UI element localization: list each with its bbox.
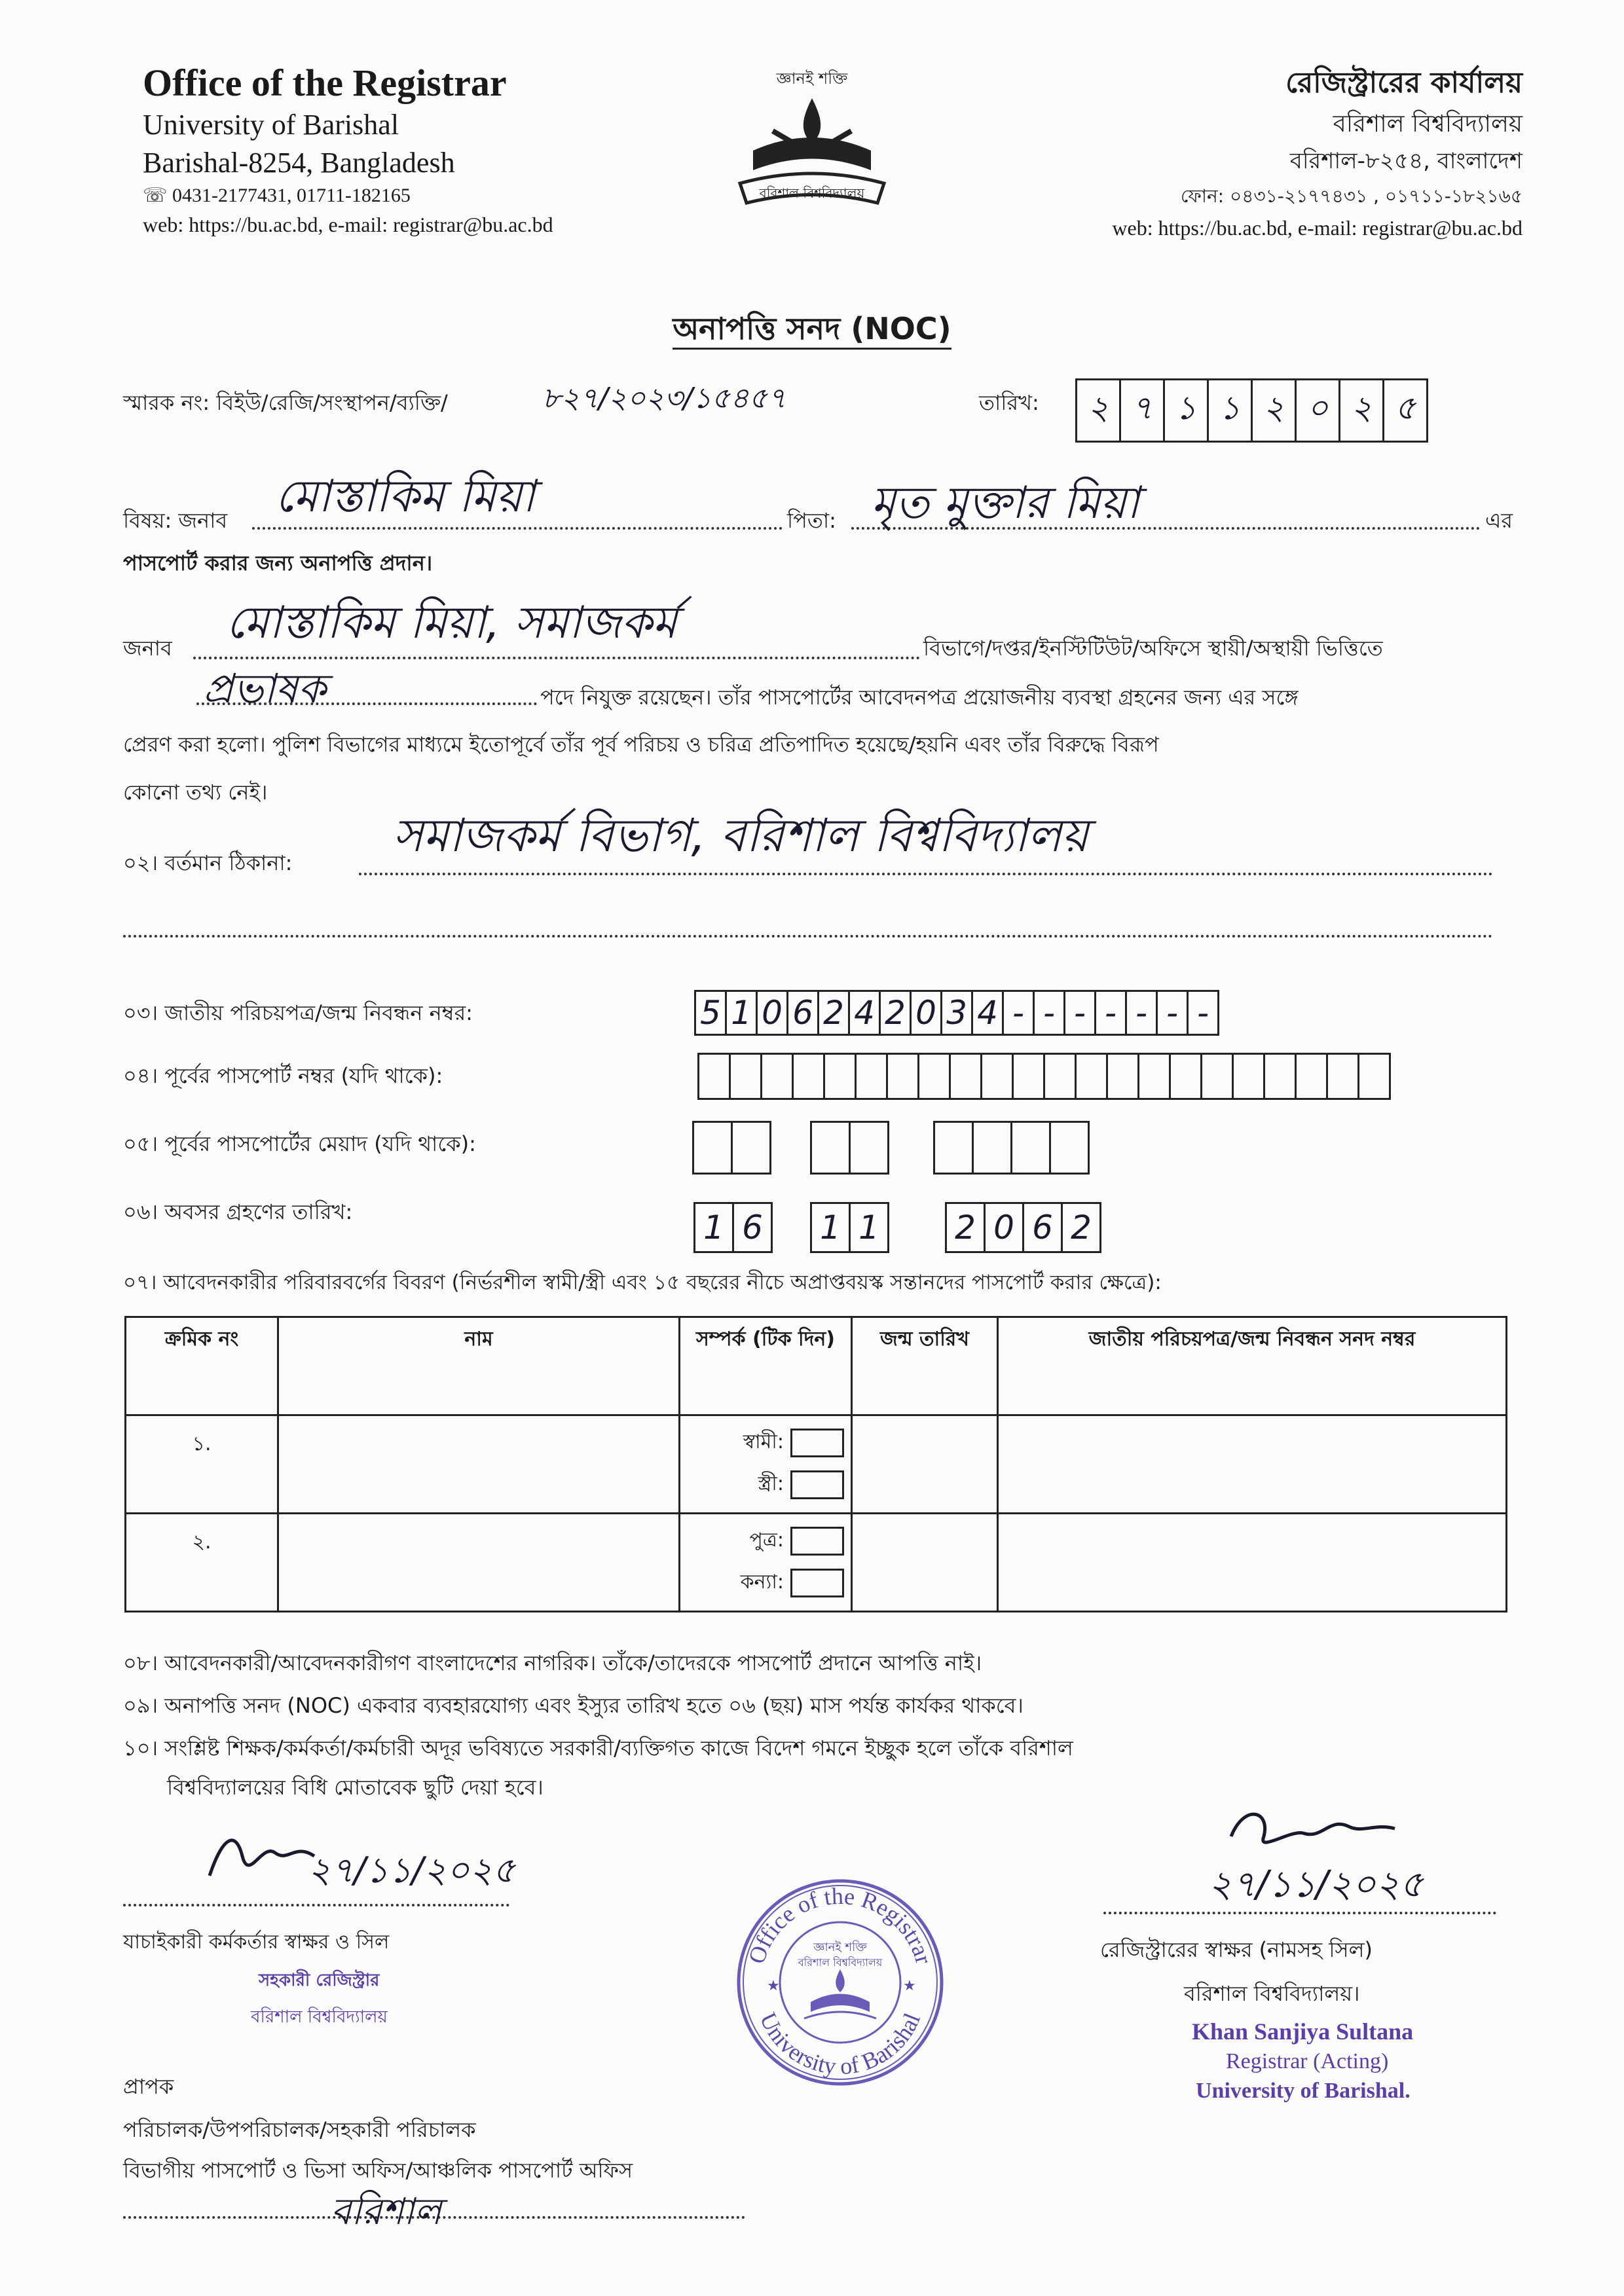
nid-digit: 0 — [756, 990, 788, 1036]
phone-en: 0431-2177431, 01711-182165 — [172, 185, 411, 206]
col-relation: সম্পর্ক (টিক দিন) — [680, 1317, 852, 1415]
date-digit: ১ — [1163, 378, 1209, 443]
recipient-label: প্রাপক — [123, 2074, 174, 2099]
verifier-stamp-title: সহকারী রেজিস্ট্রার — [259, 1971, 380, 1990]
col-name: নাম — [278, 1317, 680, 1415]
nid-digit: 2 — [817, 990, 850, 1036]
para1-rest1: পদে নিযুক্ত রয়েছেন। তাঁর পাসপোর্টের আবেদনপত্র প্রয়োজনীয় ব্যবস্থা গ্রহনের জন্য এর সঙ্গে — [540, 685, 1299, 710]
registrar-sign-org: বরিশাল বিশ্ববিদ্যালয়। — [1184, 1981, 1360, 2006]
registrar-office-seal — [735, 1878, 945, 2087]
verifier-stamp-org: বরিশাল বিশ্ববিদ্যালয় — [251, 2007, 388, 2027]
nid-digit: - — [1187, 990, 1219, 1036]
memo-number-handwritten: ৮২৭/২০২৩/১৫৪৫৭ — [542, 382, 786, 415]
nid-digit: - — [1156, 990, 1189, 1036]
svg-text:University of Barishal — [755, 2009, 926, 2079]
family-table — [124, 1316, 1507, 1613]
seal-motto: জ্ঞানই শক্তি — [813, 1941, 867, 1954]
relation-label: স্বামী: — [743, 1430, 784, 1453]
registrar-sign-date: ২৭/১১/২০২৫ — [1208, 1863, 1424, 1906]
web-email-en: web: https://bu.ac.bd, e-mail: registrar@bu.ac.bd — [143, 213, 553, 236]
memo-number-label: স্মারক নং: বিইউ/রেজি/সংস্থাপন/ব্যক্তি/ — [123, 390, 448, 415]
validity-month-boxes — [812, 1121, 889, 1175]
wife-checkbox[interactable] — [790, 1470, 844, 1499]
nid-digit: - — [1094, 990, 1127, 1036]
verifier-sign-date: ২৭/১১/২০২৫ — [308, 1850, 516, 1891]
logo-motto: জ্ঞানই শক্তি — [776, 69, 848, 88]
registrar-university: University of Barishal. — [1196, 2079, 1411, 2103]
row-serial: ২. — [126, 1514, 278, 1612]
signature-scribble-icon — [1218, 1791, 1414, 1863]
nid-digit: - — [1002, 990, 1035, 1036]
subject-label: বিষয়: জনাব — [123, 508, 228, 533]
registrar-signature — [1218, 1791, 1414, 1865]
husband-checkbox[interactable] — [790, 1429, 844, 1457]
col-serial: ক্রমিক নং — [126, 1317, 278, 1415]
recipient-line2: বিভাগীয় পাসপোর্ট ও ভিসা অফিস/আঞ্চলিক পাসপোর্ট অফিস — [123, 2158, 633, 2183]
retirement-day-boxes: 1 6 — [695, 1202, 773, 1253]
date-digit: ৫ — [1382, 378, 1428, 443]
item08-text: ০৮। আবেদনকারী/আবেদনকারীগণ বাংলাদেশের নাগরিক। তাঁকে/তাদেরকে পাসপোর্ট প্রদানে আপত্তি নাই। — [123, 1650, 982, 1675]
para1-prefix: জনাব — [123, 636, 172, 661]
para1-rest2: প্রেরণ করা হলো। পুলিশ বিভাগের মাধ্যমে ইতোপূর্বে তাঁর পূর্ব পরিচয় ও চরিত্র প্রতিপাদিত হয়েছে/হয়নি এবং তাঁর বিরুদ্ধে বিরূপ — [123, 732, 1159, 757]
nid-digit: - — [1063, 990, 1096, 1036]
para1-rest3: কোনো তথ্য নেই। — [123, 780, 268, 805]
nid-digit: 0 — [910, 990, 942, 1036]
son-checkbox[interactable] — [790, 1527, 844, 1556]
applicant-name-department: মোস্তাকিম মিয়া, সমাজকর্ম — [226, 597, 677, 649]
header-left — [143, 60, 667, 240]
present-address-value: সমাজকর্ম বিভাগ, বরিশাল বিশ্ববিদ্যালয় — [393, 809, 1089, 862]
relation-label: পুত্র: — [749, 1529, 784, 1552]
table-row — [126, 1415, 1507, 1514]
date-digit: ২ — [1075, 378, 1121, 443]
para1-mid: বিভাগে/দপ্তর/ইনস্টিটিউট/অফিসে স্থায়ী/অস্থায়ী ভিত্তিতে — [923, 636, 1383, 661]
row-serial: ১. — [126, 1415, 278, 1514]
seal-bottom-text: University of Barishal — [754, 2008, 926, 2080]
recipient-line1: পরিচালক/উপপরিচালক/সহকারী পরিচালক — [123, 2117, 476, 2142]
retirement-month-boxes: 1 1 — [812, 1202, 889, 1253]
nid-boxes — [696, 990, 1219, 1036]
relation-label: কন্যা: — [740, 1571, 784, 1594]
verifier-sign-label: যাচাইকারী কর্মকর্তার স্বাক্ষর ও সিল — [123, 1931, 390, 1954]
subject-name: মোস্তাকিম মিয়া — [275, 471, 536, 522]
issue-date-boxes — [1077, 378, 1428, 443]
col-nid: জাতীয় পরিচয়পত্র/জন্ম নিবন্ধন সনদ নম্বর — [998, 1317, 1507, 1415]
nid-digit: - — [1033, 990, 1065, 1036]
logo-icon — [714, 59, 910, 216]
nid-digit: 3 — [940, 990, 973, 1036]
item10-text-b: বিশ্ববিদ্যালয়ের বিধি মোতাবেক ছুটি দেয়া হবে। — [167, 1775, 544, 1800]
document-title: অনাপত্তি সনদ (NOC) — [0, 306, 1624, 356]
item09-text: ০৯। অনাপত্তি সনদ (NOC) একবার ব্যবহারযোগ্য এবং ইস্যুর তারিখ হতে ০৬ (ছয়) মাস পর্যন্ত কার্যকর থাকবে। — [123, 1693, 1024, 1718]
nid-digit: 4 — [971, 990, 1004, 1036]
university-name-bn: বরিশাল বিশ্ববিদ্যালয় — [1333, 111, 1522, 137]
date-digit: ২ — [1251, 378, 1297, 443]
logo-ribbon-text: বরিশাল বিশ্ববিদ্যালয় — [759, 185, 865, 201]
svg-text:★: ★ — [903, 1978, 916, 1994]
subject-line2: পাসপোর্ট করার জন্য অনাপত্তি প্রদান। — [123, 551, 433, 575]
registrar-title: Registrar (Acting) — [1226, 2049, 1389, 2073]
seal-icon — [735, 1878, 945, 2087]
date-digit: ১ — [1207, 378, 1253, 443]
nid-digit: 2 — [879, 990, 912, 1036]
registrar-sign-label: রেজিস্ট্রারের স্বাক্ষর (নামসহ সিল) — [1100, 1937, 1373, 1962]
daughter-checkbox[interactable] — [790, 1569, 844, 1597]
seal-top-text: Office of the Registrar — [743, 1882, 938, 1967]
retirement-year-boxes: 2 0 6 2 — [947, 1202, 1101, 1253]
web-email-bn: web: https://bu.ac.bd, e-mail: registrar@bu.ac.bd — [1112, 216, 1522, 240]
father-name: মৃত মুক্তার মিয়া — [871, 477, 1139, 529]
table-row — [126, 1514, 1507, 1612]
validity-day-boxes — [694, 1121, 771, 1175]
svg-text:Office of the Registrar — [743, 1883, 937, 1967]
date-digit: ৭ — [1119, 378, 1165, 443]
date-digit: ০ — [1295, 378, 1340, 443]
office-title-bn: রেজিস্ট্রারের কার্যালয় — [1285, 66, 1522, 100]
col-dob: জন্ম তারিখ — [852, 1317, 998, 1415]
seal-inner-org: বরিশাল বিশ্ববিদ্যালয় — [798, 1956, 883, 1969]
retirement-date-label: ০৬। অবসর গ্রহণের তারিখ: — [123, 1199, 353, 1224]
svg-text:★: ★ — [767, 1978, 780, 1994]
nid-digit: - — [1125, 990, 1158, 1036]
item10-text-a: ১০। সংশ্লিষ্ট শিক্ষক/কর্মকর্তা/কর্মচারী অদূর ভবিষ্যতে সরকারী/ব্যক্তিগত কাজে বিদেশ গমনে ইচ্ছুক হলে তাঁকে বরিশাল — [123, 1736, 1073, 1760]
prev-passport-validity-label: ০৫। পূর্বের পাসপোর্টের মেয়াদ (যদি থাকে): — [123, 1131, 476, 1156]
university-name-en: University of Barishal — [143, 109, 399, 141]
present-address-label: ০২। বর্তমান ঠিকানা: — [123, 850, 293, 875]
recipient-city: বরিশাল — [331, 2191, 442, 2233]
address-bn: বরিশাল-৮২৫৪, বাংলাদেশ — [1289, 148, 1522, 174]
subject-suffix: এর — [1485, 508, 1513, 533]
registrar-name: Khan Sanjiya Sultana — [1192, 2018, 1414, 2045]
applicant-post: প্রভাষক — [203, 665, 327, 712]
nid-digit: 1 — [725, 990, 758, 1036]
nid-label: ০৩। জাতীয় পরিচয়পত্র/জন্ম নিবন্ধন নম্বর: — [123, 1000, 473, 1025]
nid-digit: 4 — [848, 990, 881, 1036]
university-logo — [714, 59, 910, 216]
date-label: তারিখ: — [979, 390, 1039, 415]
date-digit: ২ — [1338, 378, 1384, 443]
header-right — [933, 60, 1522, 242]
phone-icon: ☏ — [143, 185, 168, 206]
validity-year-boxes — [935, 1121, 1090, 1175]
prev-passport-boxes — [699, 1053, 1391, 1100]
family-details-label: ০৭। আবেদনকারীর পরিবারবর্গের বিবরণ (নির্ভরশীল স্বামী/স্ত্রী এবং ১৫ বছরের নীচে অপ্রাপ্তবয়স্ক সন্তানদের পাসপোর্ট করার ক্ষেত্রে): — [123, 1271, 1162, 1294]
father-label: পিতা: — [787, 508, 836, 533]
address-en: Barishal-8254, Bangladesh — [143, 147, 455, 179]
nid-digit: 6 — [786, 990, 819, 1036]
phone-bn: ফোন: ০৪৩১-২১৭৭৪৩১ , ০১৭১১-১৮২১৬৫ — [1181, 185, 1522, 207]
prev-passport-label: ০৪। পূর্বের পাসপোর্ট নম্বর (যদি থাকে): — [123, 1063, 443, 1088]
office-title-en: Office of the Registrar — [143, 62, 507, 104]
relation-label: স্ত্রী: — [758, 1472, 784, 1495]
nid-digit: 5 — [694, 990, 727, 1036]
